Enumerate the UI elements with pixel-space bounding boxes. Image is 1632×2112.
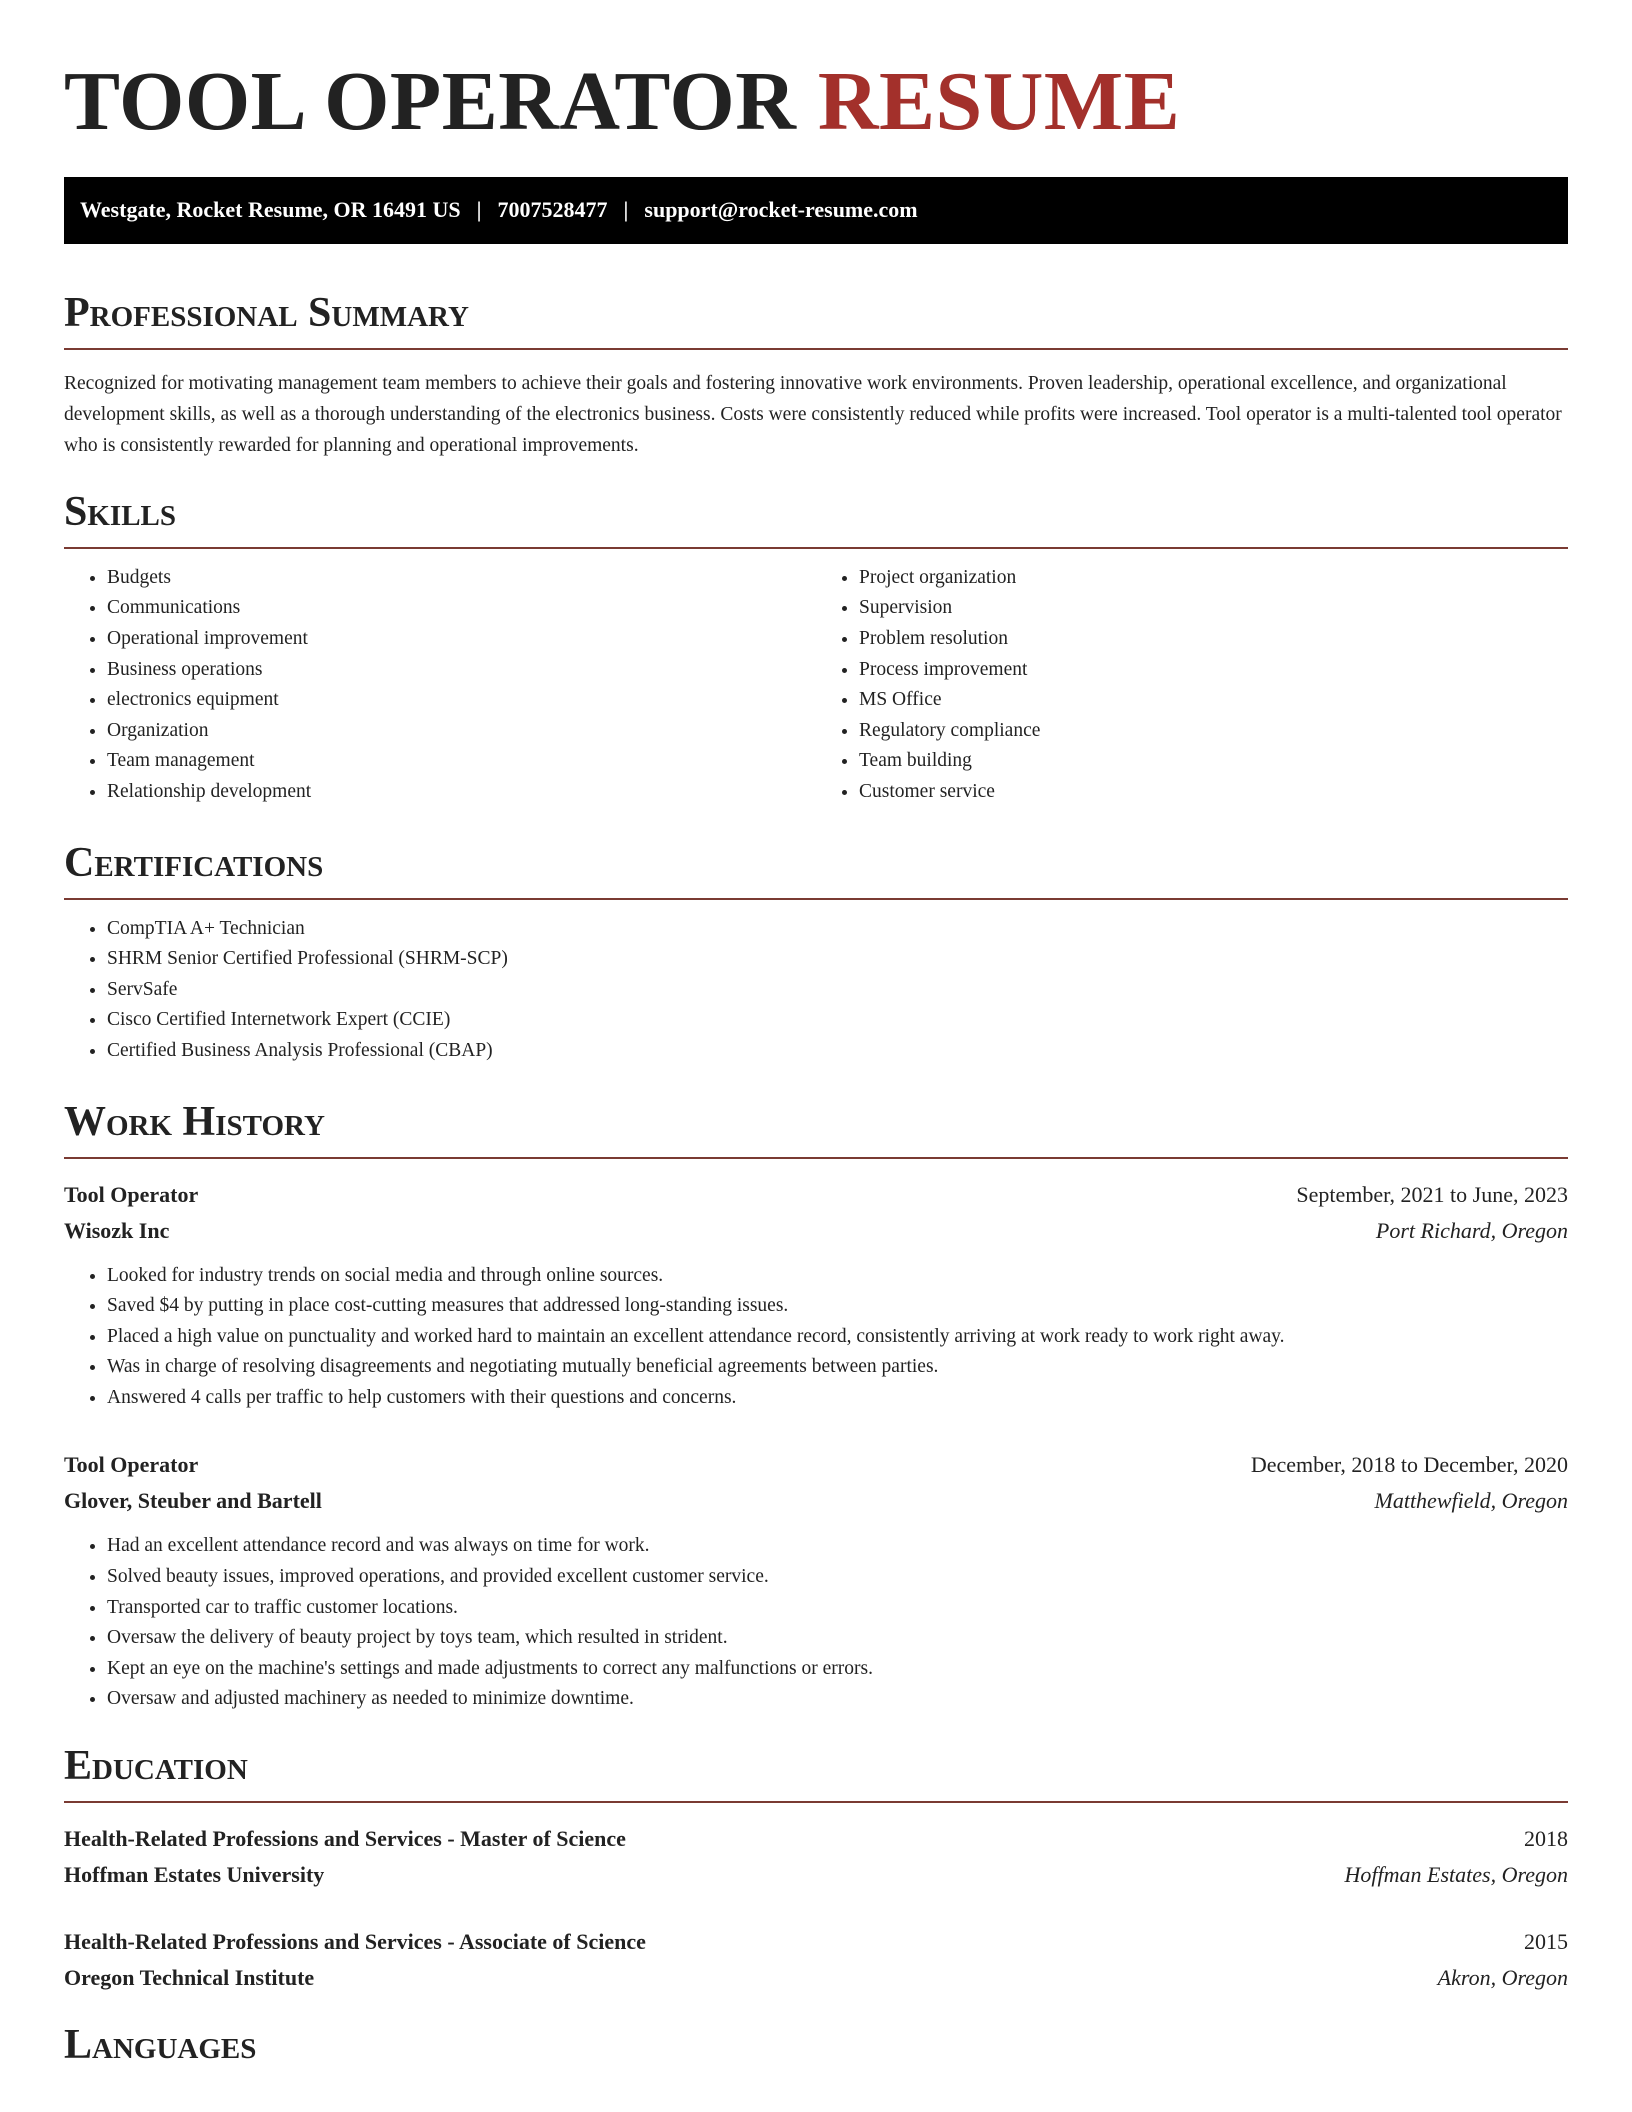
job-entry xyxy=(64,1177,1568,1414)
education-entry xyxy=(64,1821,1568,1893)
skills-grid xyxy=(64,549,1568,808)
job-bullet: • Looked for industry trends on social media and through online sources. xyxy=(107,1261,1568,1292)
job-bullet: • Was in charge of resolving disagreements and negotiating mutually beneficial agreements between parties. xyxy=(107,1352,1568,1383)
skills-heading: Skills xyxy=(64,491,1568,549)
job-bullets xyxy=(64,1531,1568,1715)
education-heading: Education xyxy=(64,1745,1568,1803)
certifications-section xyxy=(64,839,1568,1067)
skill-item: • Communications xyxy=(107,593,816,624)
job-company-row xyxy=(64,1483,1568,1519)
certification-item: • CompTIA A+ Technician xyxy=(107,914,1568,945)
certifications-list xyxy=(64,914,1568,1067)
skill-item: • Customer service xyxy=(859,777,1568,808)
contact-phone: 7007528477 xyxy=(497,197,608,223)
job-bullet: • Transported car to traffic customer locations. xyxy=(107,1593,1568,1624)
job-header-row xyxy=(64,1447,1568,1483)
summary-section xyxy=(64,289,1568,461)
skill-item: • electronics equipment xyxy=(107,685,816,716)
skill-item: • Project organization xyxy=(859,563,1568,594)
job-bullet: • Oversaw the delivery of beauty project by toys team, which resulted in strident. xyxy=(107,1623,1568,1654)
skill-item: • Team management xyxy=(107,746,816,777)
job-bullet: • Kept an eye on the machine's settings and made adjustments to correct any malfunctions or errors. xyxy=(107,1654,1568,1685)
resume-title xyxy=(64,0,1568,153)
certification-item: • Cisco Certified Internetwork Expert (CCIE) xyxy=(107,1005,1568,1036)
job-dates: September, 2021 to June, 2023 xyxy=(1296,1181,1568,1207)
certifications-heading: Certifications xyxy=(64,842,1568,900)
job-bullet: • Oversaw and adjusted machinery as needed to minimize downtime. xyxy=(107,1684,1568,1715)
skill-item: • Problem resolution xyxy=(859,624,1568,655)
job-title: Tool Operator xyxy=(64,1452,199,1478)
certification-item: • SHRM Senior Certified Professional (SHRM-SCP) xyxy=(107,944,1568,975)
job-bullet: • Solved beauty issues, improved operations, and provided excellent customer service. xyxy=(107,1562,1568,1593)
certification-item: • Certified Business Analysis Professional (CBAP) xyxy=(107,1036,1568,1067)
skill-item: • Relationship development xyxy=(107,777,816,808)
skill-item: • MS Office xyxy=(859,685,1568,716)
education-degree: Health-Related Professions and Services - Master of Science xyxy=(64,1826,626,1852)
contact-address: Westgate, Rocket Resume, OR 16491 US xyxy=(80,197,461,223)
job-bullet: • Placed a high value on punctuality and worked hard to maintain an excellent attendance record, consistently arriving at work ready to work right away. xyxy=(107,1322,1568,1353)
education-year: 2015 xyxy=(1524,1929,1568,1955)
skill-item: • Organization xyxy=(107,716,816,747)
certification-item: • ServSafe xyxy=(107,975,1568,1006)
skill-item: • Process improvement xyxy=(859,655,1568,686)
education-location: Hoffman Estates, Oregon xyxy=(1344,1862,1568,1888)
skill-item: • Regulatory compliance xyxy=(859,716,1568,747)
job-location: Matthewfield, Oregon xyxy=(1374,1488,1568,1514)
education-location: Akron, Oregon xyxy=(1437,1965,1568,1991)
skills-list-right xyxy=(816,563,1568,808)
languages-section xyxy=(64,2024,1568,2080)
job-bullet: • Saved $4 by putting in place cost-cutting measures that addressed long-standing issues. xyxy=(107,1291,1568,1322)
education-school: Hoffman Estates University xyxy=(64,1862,325,1888)
job-bullets xyxy=(64,1261,1568,1414)
contact-bar xyxy=(64,177,1568,244)
contact-separator: | xyxy=(623,197,629,223)
skill-item: • Supervision xyxy=(859,593,1568,624)
job-company-row xyxy=(64,1213,1568,1249)
skill-item: • Budgets xyxy=(107,563,816,594)
job-bullet: • Had an excellent attendance record and was always on time for work. xyxy=(107,1531,1568,1562)
job-entry xyxy=(64,1447,1568,1715)
education-degree-row xyxy=(64,1924,1568,1960)
title-accent: RESUME xyxy=(817,55,1181,148)
languages-heading: Languages xyxy=(64,2022,257,2069)
job-title: Tool Operator xyxy=(64,1181,199,1207)
job-location: Port Richard, Oregon xyxy=(1375,1217,1568,1243)
job-dates: December, 2018 to December, 2020 xyxy=(1250,1452,1568,1478)
education-entry xyxy=(64,1924,1568,1996)
skills-section xyxy=(64,488,1568,808)
skill-item: • Business operations xyxy=(107,655,816,686)
skills-list-left xyxy=(64,563,816,808)
education-section xyxy=(64,1745,1568,1996)
job-bullet: • Answered 4 calls per traffic to help customers with their questions and concerns. xyxy=(107,1383,1568,1414)
job-company: Glover, Steuber and Bartell xyxy=(64,1488,322,1514)
work-history-heading: Work History xyxy=(64,1101,1568,1159)
education-degree: Health-Related Professions and Services - Associate of Science xyxy=(64,1929,646,1955)
summary-text: Recognized for motivating management team members to achieve their goals and fostering innovative work environments. Proven leadership, operational excellence, and organizational development skills, as well as a thorough understanding of the electronics business. Costs were consistently reduced while profits were increased. Tool operator is a multi-talented tool operator who is consistently rewarded for planning and operational improvements. xyxy=(64,372,1562,456)
summary-heading: Professional Summary xyxy=(64,292,1568,350)
education-degree-row xyxy=(64,1821,1568,1857)
work-history-section xyxy=(64,1098,1568,1716)
education-year: 2018 xyxy=(1524,1826,1568,1852)
job-header-row xyxy=(64,1177,1568,1213)
job-company: Wisozk Inc xyxy=(64,1217,170,1243)
skill-item: • Team building xyxy=(859,746,1568,777)
education-school-row xyxy=(64,1857,1568,1893)
education-school: Oregon Technical Institute xyxy=(64,1965,315,1991)
contact-separator: | xyxy=(476,197,482,223)
education-school-row xyxy=(64,1960,1568,1996)
skill-item: • Operational improvement xyxy=(107,624,816,655)
title-main: TOOL OPERATOR xyxy=(64,55,797,148)
contact-email[interactable]: support@rocket-resume.com xyxy=(644,197,918,223)
